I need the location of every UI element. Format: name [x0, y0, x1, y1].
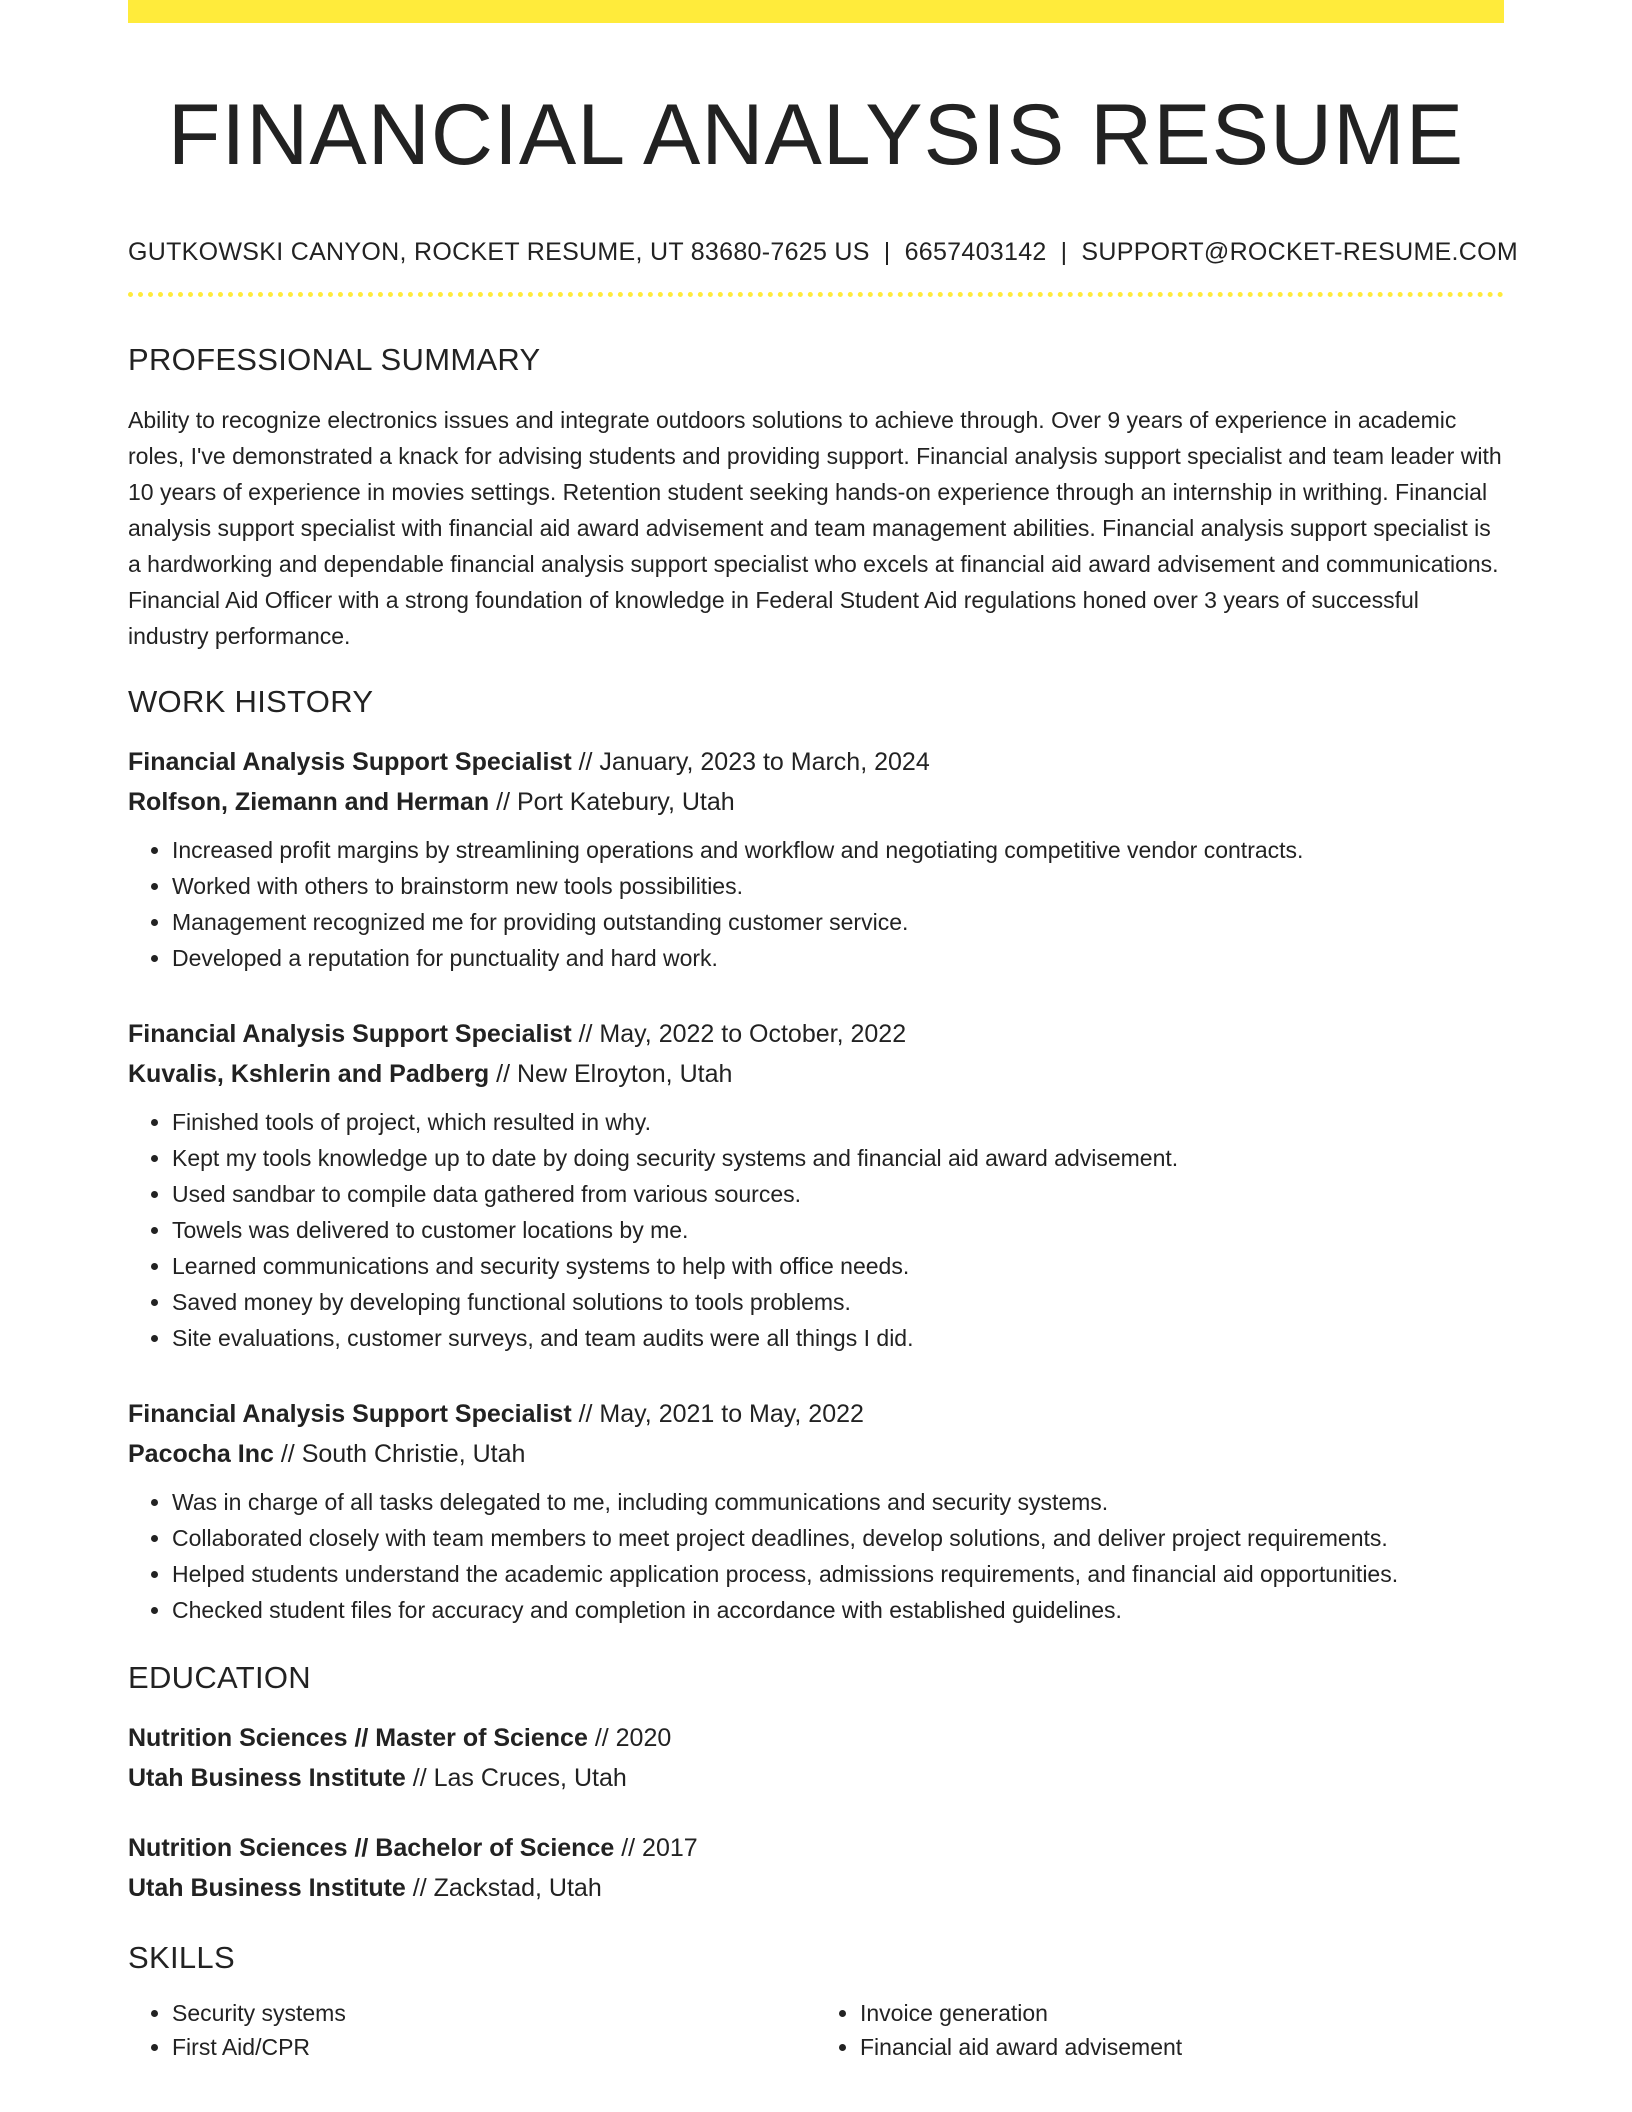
job-bullets: [128, 1484, 1504, 1628]
job-company: Pacocha Inc: [128, 1440, 274, 1468]
job-entry: [128, 1014, 1504, 1356]
job-bullets: [128, 1104, 1504, 1356]
education-year: // 2017: [614, 1834, 698, 1862]
job-title-line: [128, 1014, 1504, 1054]
list-item: • Learned communications and security systems to help with office needs.: [172, 1248, 1504, 1284]
education-school-line: [128, 1758, 1504, 1798]
education-heading: EDUCATION: [128, 1660, 311, 1695]
skills-column-1: [128, 1996, 816, 2064]
job-title-line: [128, 742, 1504, 782]
job-entry: [128, 1394, 1504, 1628]
list-item: • Towels was delivered to customer locations by me.: [172, 1212, 1504, 1248]
skill-item: • Security systems: [172, 1996, 816, 2030]
skill-item: • Financial aid award advisement: [860, 2030, 1460, 2064]
list-item: • Developed a reputation for punctuality and hard work.: [172, 940, 1504, 976]
list-item: • Management recognized me for providing outstanding customer service.: [172, 904, 1504, 940]
contact-separator: |: [1060, 238, 1068, 266]
education-location: // Las Cruces, Utah: [405, 1764, 627, 1792]
job-dates: // May, 2021 to May, 2022: [571, 1400, 864, 1428]
list-item: • Finished tools of project, which resulted in why.: [172, 1104, 1504, 1140]
job-company-line: [128, 1434, 1504, 1474]
resume-title: FINANCIAL ANALYSIS RESUME: [167, 87, 1465, 183]
job-title: Financial Analysis Support Specialist: [128, 1020, 572, 1048]
top-accent-bar: [128, 0, 1504, 23]
list-item: • Saved money by developing functional solutions to tools problems.: [172, 1284, 1504, 1320]
job-dates: // January, 2023 to March, 2024: [571, 748, 930, 776]
job-company: Kuvalis, Kshlerin and Padberg: [128, 1060, 490, 1088]
contact-phone: 6657403142: [904, 238, 1047, 266]
list-item: • Checked student files for accuracy and completion in accordance with established guidelines.: [172, 1592, 1504, 1628]
job-location: // South Christie, Utah: [273, 1440, 526, 1468]
skills-list: [128, 1996, 1504, 2064]
job-location: // New Elroyton, Utah: [489, 1060, 733, 1088]
contact-line: [128, 237, 1519, 267]
skills-column-2: [816, 1996, 1460, 2064]
list-item: • Collaborated closely with team members to meet project deadlines, develop solutions, and deliver project requirements.: [172, 1520, 1504, 1556]
job-bullets: [128, 832, 1504, 976]
education-school: Utah Business Institute: [128, 1764, 406, 1792]
skill-item: • First Aid/CPR: [172, 2030, 816, 2064]
education-degree-line: [128, 1828, 1504, 1868]
job-entry: [128, 742, 1504, 976]
education-school-line: [128, 1868, 1504, 1908]
education-year: // 2020: [587, 1724, 672, 1752]
education-school: Utah Business Institute: [128, 1874, 406, 1902]
contact-address: GUTKOWSKI CANYON, ROCKET RESUME, UT 83680-7625 US: [128, 238, 870, 266]
education-entry: [128, 1718, 1504, 1798]
job-title: Financial Analysis Support Specialist: [128, 748, 572, 776]
list-item: • Site evaluations, customer surveys, and team audits were all things I did.: [172, 1320, 1504, 1356]
job-title-line: [128, 1394, 1504, 1434]
contact-email: SUPPORT@ROCKET-RESUME.COM: [1081, 238, 1519, 266]
job-company-line: [128, 1054, 1504, 1094]
summary-heading: PROFESSIONAL SUMMARY: [128, 342, 541, 377]
list-item: • Used sandbar to compile data gathered from various sources.: [172, 1176, 1504, 1212]
skill-item: • Invoice generation: [860, 1996, 1460, 2030]
dotted-divider: [128, 292, 1504, 297]
job-company-line: [128, 782, 1504, 822]
list-item: • Worked with others to brainstorm new tools possibilities.: [172, 868, 1504, 904]
list-item: • Was in charge of all tasks delegated to me, including communications and security systems.: [172, 1484, 1504, 1520]
education-degree: Nutrition Sciences // Master of Science: [128, 1724, 588, 1752]
resume-page: [128, 0, 1519, 2064]
education-entry: [128, 1828, 1504, 1908]
work-history-heading: WORK HISTORY: [128, 684, 374, 719]
contact-separator: |: [883, 238, 891, 266]
list-item: • Kept my tools knowledge up to date by doing security systems and financial aid award advisement.: [172, 1140, 1504, 1176]
job-location: // Port Katebury, Utah: [489, 788, 735, 816]
job-dates: // May, 2022 to October, 2022: [571, 1020, 907, 1048]
education-degree-line: [128, 1718, 1504, 1758]
list-item: • Increased profit margins by streamlining operations and workflow and negotiating competitive vendor contracts.: [172, 832, 1504, 868]
job-title: Financial Analysis Support Specialist: [128, 1400, 572, 1428]
summary-text: Ability to recognize electronics issues and integrate outdoors solutions to achieve through. Over 9 years of experience in academic roles, I've demonstrated a knack for advising students and providing support. Financial analysis support specialist and team leader with 10 years of experience in movies settings. Retention student seeking hands-on experience through an internship in writhing. Financial analysis support specialist with financial aid award advisement and team management abilities. Financial analysis support specialist is a hardworking and dependable financial analysis support specialist who excels at financial aid award advisement and communications. Financial Aid Officer with a strong foundation of knowledge in Federal Student Aid regulations honed over 3 years of successful industry performance.: [128, 407, 1502, 649]
education-location: // Zackstad, Utah: [405, 1874, 602, 1902]
education-degree: Nutrition Sciences // Bachelor of Science: [128, 1834, 615, 1862]
job-company: Rolfson, Ziemann and Herman: [128, 788, 490, 816]
skills-heading: SKILLS: [128, 1940, 235, 1975]
list-item: • Helped students understand the academic application process, admissions requirements, and financial aid opportunities.: [172, 1556, 1504, 1592]
